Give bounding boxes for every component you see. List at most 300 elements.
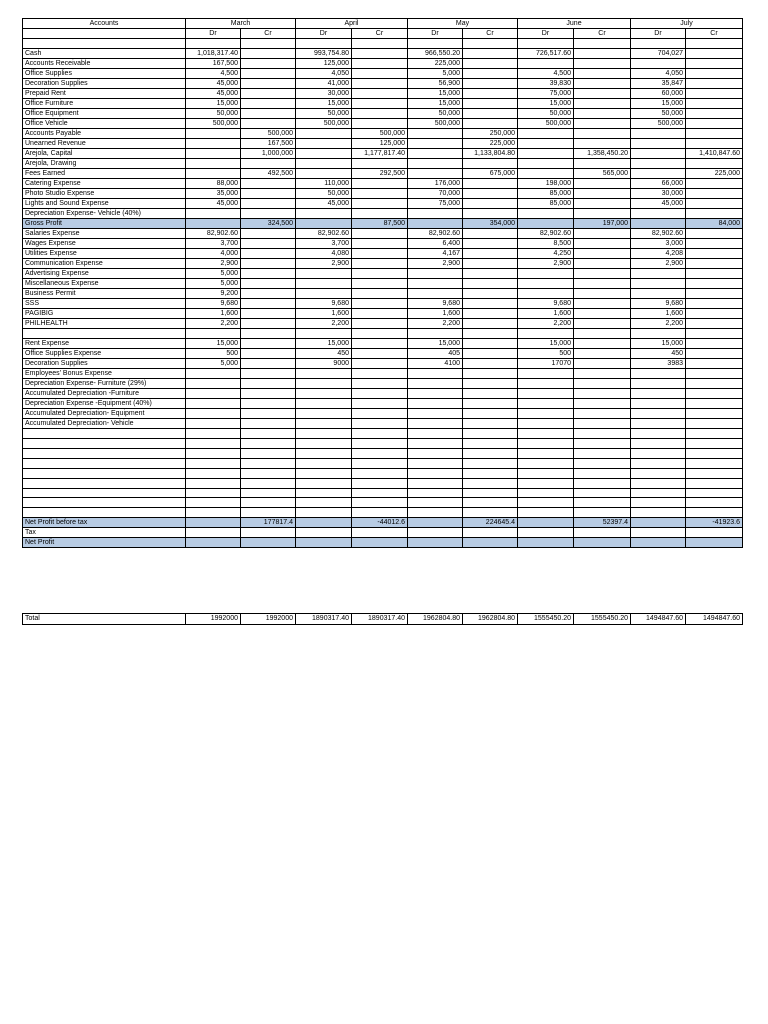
credit-cell (352, 68, 408, 78)
credit-cell (352, 428, 408, 438)
debit-cell (631, 428, 686, 438)
debit-cell: 15,000 (631, 338, 686, 348)
table-row (23, 488, 743, 498)
debit-cell (518, 528, 574, 538)
debit-cell (408, 418, 463, 428)
credit-cell (463, 39, 518, 49)
credit-cell (241, 478, 296, 488)
credit-cell: 565,000 (574, 168, 631, 178)
debit-cell: 9,680 (186, 298, 241, 308)
credit-cell (574, 128, 631, 138)
table-row (23, 538, 743, 548)
credit-cell (241, 538, 296, 548)
credit-cell (574, 328, 631, 338)
debit-cell (518, 328, 574, 338)
credit-cell: 167,500 (241, 138, 296, 148)
debit-cell (296, 458, 352, 468)
debit-cell (631, 158, 686, 168)
credit-cell (241, 348, 296, 358)
credit-cell: 250,000 (463, 128, 518, 138)
debit-cell: 2,900 (631, 258, 686, 268)
dr-header: Dr (518, 29, 574, 39)
debit-cell: 9000 (296, 358, 352, 368)
credit-cell (352, 198, 408, 208)
debit-cell: 9,680 (408, 298, 463, 308)
credit-cell (686, 138, 743, 148)
debit-cell (296, 368, 352, 378)
credit-cell (352, 488, 408, 498)
credit-cell: 500,000 (352, 128, 408, 138)
account-name: Office Supplies Expense (23, 348, 186, 358)
credit-cell (574, 398, 631, 408)
debit-cell (186, 138, 241, 148)
credit-cell (352, 298, 408, 308)
credit-cell: -41923.6 (686, 518, 743, 528)
account-name: Office Vehicle (23, 118, 186, 128)
credit-cell (463, 238, 518, 248)
debit-cell: 500,000 (631, 118, 686, 128)
debit-cell: 2,900 (408, 258, 463, 268)
credit-cell (241, 48, 296, 58)
credit-cell (241, 98, 296, 108)
credit-cell (574, 248, 631, 258)
debit-cell: 5,000 (408, 68, 463, 78)
table-row (23, 118, 743, 128)
credit-cell (686, 248, 743, 258)
debit-cell (631, 408, 686, 418)
account-name: Photo Studio Expense (23, 188, 186, 198)
debit-cell: 450 (296, 348, 352, 358)
account-name (23, 328, 186, 338)
debit-cell: 1,600 (408, 308, 463, 318)
account-name (23, 448, 186, 458)
credit-cell (241, 158, 296, 168)
debit-cell (408, 168, 463, 178)
debit-cell (518, 268, 574, 278)
table-row (23, 428, 743, 438)
debit-cell: 88,000 (186, 178, 241, 188)
credit-cell (352, 98, 408, 108)
debit-cell: 500 (518, 348, 574, 358)
debit-cell (631, 368, 686, 378)
credit-cell (241, 488, 296, 498)
debit-cell: 50,000 (631, 108, 686, 118)
debit-cell (408, 39, 463, 49)
table-row (23, 398, 743, 408)
debit-cell (631, 268, 686, 278)
debit-cell (186, 208, 241, 218)
credit-cell (463, 398, 518, 408)
account-name: Decoration Supplies (23, 78, 186, 88)
debit-cell (296, 138, 352, 148)
credit-cell (463, 428, 518, 438)
credit-cell (574, 438, 631, 448)
debit-cell (408, 518, 463, 528)
debit-cell: 3,700 (296, 238, 352, 248)
credit-cell (463, 538, 518, 548)
debit-cell (408, 138, 463, 148)
credit-cell (463, 328, 518, 338)
account-name: Office Equipment (23, 108, 186, 118)
debit-cell (631, 468, 686, 478)
credit-cell (574, 368, 631, 378)
credit-cell (574, 418, 631, 428)
debit-cell (296, 408, 352, 418)
credit-cell (241, 288, 296, 298)
credit-cell (241, 238, 296, 248)
table-row (23, 208, 743, 218)
debit-cell (408, 438, 463, 448)
debit-cell: 176,000 (408, 178, 463, 188)
account-name (23, 508, 186, 518)
debit-cell (631, 528, 686, 538)
credit-cell (574, 78, 631, 88)
credit-cell (241, 188, 296, 198)
debit-cell: 966,550.20 (408, 48, 463, 58)
account-name: Rent Expense (23, 338, 186, 348)
debit-cell (408, 428, 463, 438)
month-header: March (186, 19, 296, 29)
credit-cell (574, 488, 631, 498)
credit-cell (241, 368, 296, 378)
debit-cell: 50,000 (296, 188, 352, 198)
debit-cell (408, 148, 463, 158)
credit-cell (686, 98, 743, 108)
credit-cell (686, 308, 743, 318)
debit-cell: 15,000 (518, 98, 574, 108)
credit-cell: 1,133,804.80 (463, 148, 518, 158)
credit-cell: 87,500 (352, 218, 408, 228)
credit-cell (574, 528, 631, 538)
debit-cell: 41,000 (296, 78, 352, 88)
table-row (23, 358, 743, 368)
credit-cell (686, 278, 743, 288)
credit-cell (463, 48, 518, 58)
debit-cell (186, 438, 241, 448)
debit-cell (408, 408, 463, 418)
table-row (23, 338, 743, 348)
credit-cell: 225,000 (686, 168, 743, 178)
credit-cell (241, 528, 296, 538)
debit-cell (518, 208, 574, 218)
credit-cell: -44012.6 (352, 518, 408, 528)
month-header: June (518, 19, 631, 29)
debit-cell (518, 448, 574, 458)
credit-cell (241, 178, 296, 188)
credit-cell (241, 208, 296, 218)
credit-cell (463, 388, 518, 398)
debit-cell: 50,000 (518, 108, 574, 118)
debit-cell: 4,050 (631, 68, 686, 78)
credit-cell (686, 188, 743, 198)
debit-cell: 225,000 (408, 58, 463, 68)
account-name: Cash (23, 48, 186, 58)
debit-cell: 5,000 (186, 268, 241, 278)
debit-cell: 4,080 (296, 248, 352, 258)
table-row (23, 378, 743, 388)
credit-cell (352, 338, 408, 348)
debit-cell (518, 368, 574, 378)
debit-cell: 9,680 (631, 298, 686, 308)
credit-cell (686, 258, 743, 268)
credit-cell: 125,000 (352, 138, 408, 148)
debit-cell (518, 498, 574, 508)
table-row (23, 498, 743, 508)
credit-cell (241, 418, 296, 428)
debit-cell (186, 378, 241, 388)
debit-cell (186, 458, 241, 468)
credit-cell (463, 378, 518, 388)
debit-cell (408, 278, 463, 288)
credit-cell (686, 478, 743, 488)
debit-cell (408, 448, 463, 458)
debit-cell: 9,680 (296, 298, 352, 308)
credit-cell (241, 508, 296, 518)
credit-cell (463, 118, 518, 128)
credit-cell (352, 328, 408, 338)
total-label: Total (23, 614, 186, 625)
debit-cell (631, 208, 686, 218)
debit-cell: 1,600 (296, 308, 352, 318)
credit-cell (352, 348, 408, 358)
credit-cell (352, 288, 408, 298)
debit-cell: 4,500 (186, 68, 241, 78)
credit-cell (463, 448, 518, 458)
debit-cell: 1,600 (631, 308, 686, 318)
debit-cell (631, 478, 686, 488)
account-name: Unearned Revenue (23, 138, 186, 148)
debit-cell: 8,500 (518, 238, 574, 248)
debit-cell: 500,000 (296, 118, 352, 128)
total-row (23, 614, 743, 625)
credit-cell (463, 198, 518, 208)
dr-header: Dr (408, 29, 463, 39)
debit-cell (296, 148, 352, 158)
credit-cell (686, 448, 743, 458)
debit-cell: 4,167 (408, 248, 463, 258)
debit-cell (186, 468, 241, 478)
debit-cell: 45,000 (296, 198, 352, 208)
debit-cell (631, 518, 686, 528)
debit-cell: 5,000 (186, 278, 241, 288)
debit-cell: 82,902.60 (296, 228, 352, 238)
debit-cell (296, 218, 352, 228)
credit-cell (352, 188, 408, 198)
debit-cell (631, 138, 686, 148)
credit-cell (686, 338, 743, 348)
debit-cell (631, 128, 686, 138)
credit-cell (574, 88, 631, 98)
credit-cell (574, 178, 631, 188)
debit-cell (518, 458, 574, 468)
debit-cell: 15,000 (296, 98, 352, 108)
credit-cell (686, 48, 743, 58)
total-cell: 1992000 (241, 614, 296, 625)
credit-cell (574, 98, 631, 108)
credit-cell (686, 88, 743, 98)
debit-cell (518, 408, 574, 418)
credit-cell (686, 508, 743, 518)
debit-cell (631, 438, 686, 448)
table-row (23, 448, 743, 458)
credit-cell: 324,500 (241, 218, 296, 228)
total-cell: 1890317.40 (296, 614, 352, 625)
credit-cell (686, 528, 743, 538)
credit-cell (574, 348, 631, 358)
credit-cell (463, 508, 518, 518)
table-row (23, 478, 743, 488)
credit-cell (241, 398, 296, 408)
debit-cell: 17070 (518, 358, 574, 368)
credit-cell (352, 48, 408, 58)
debit-cell (631, 458, 686, 468)
table-row (23, 328, 743, 338)
credit-cell (241, 428, 296, 438)
debit-cell: 2,200 (518, 318, 574, 328)
cr-header: Cr (686, 29, 743, 39)
debit-cell: 4,050 (296, 68, 352, 78)
credit-cell (463, 338, 518, 348)
credit-cell (352, 318, 408, 328)
table-row (23, 178, 743, 188)
credit-cell (463, 258, 518, 268)
debit-cell: 4100 (408, 358, 463, 368)
debit-cell (296, 448, 352, 458)
account-name: Communication Expense (23, 258, 186, 268)
credit-cell (686, 268, 743, 278)
credit-cell (686, 78, 743, 88)
credit-cell (686, 368, 743, 378)
debit-cell: 2,200 (186, 318, 241, 328)
debit-cell: 15,000 (408, 98, 463, 108)
account-name: Arejola, Drawing (23, 158, 186, 168)
debit-cell (186, 39, 241, 49)
debit-cell (408, 288, 463, 298)
account-name: Business Permit (23, 288, 186, 298)
table-row (23, 78, 743, 88)
debit-cell (186, 168, 241, 178)
debit-cell: 3,700 (186, 238, 241, 248)
credit-cell (352, 388, 408, 398)
debit-cell (408, 218, 463, 228)
table-row (23, 438, 743, 448)
debit-cell: 85,000 (518, 198, 574, 208)
debit-cell: 405 (408, 348, 463, 358)
total-cell: 1555450.20 (574, 614, 631, 625)
debit-cell: 45,000 (631, 198, 686, 208)
account-name: Prepaid Rent (23, 88, 186, 98)
credit-cell (352, 358, 408, 368)
credit-cell (574, 188, 631, 198)
debit-cell (296, 518, 352, 528)
debit-cell: 45,000 (186, 88, 241, 98)
debit-cell (518, 168, 574, 178)
debit-cell: 45,000 (186, 78, 241, 88)
debit-cell (518, 488, 574, 498)
account-rows (23, 39, 743, 548)
credit-cell (574, 318, 631, 328)
table-row (23, 518, 743, 528)
credit-cell: 1,358,450.20 (574, 148, 631, 158)
debit-cell (186, 418, 241, 428)
debit-cell: 15,000 (296, 338, 352, 348)
credit-cell (352, 228, 408, 238)
credit-cell (574, 198, 631, 208)
debit-cell: 15,000 (518, 338, 574, 348)
credit-cell (686, 68, 743, 78)
total-cell: 1494847.60 (686, 614, 743, 625)
credit-cell (686, 118, 743, 128)
table-row (23, 368, 743, 378)
debit-cell (296, 438, 352, 448)
credit-cell (352, 418, 408, 428)
credit-cell (241, 438, 296, 448)
credit-cell (241, 88, 296, 98)
debit-cell (408, 478, 463, 488)
dr-header: Dr (186, 29, 241, 39)
debit-cell (296, 538, 352, 548)
debit-cell: 3,000 (631, 238, 686, 248)
credit-cell (241, 318, 296, 328)
debit-cell (186, 428, 241, 438)
debit-cell: 82,902.60 (518, 228, 574, 238)
credit-cell: 1,177,817.40 (352, 148, 408, 158)
debit-cell (296, 168, 352, 178)
debit-cell (631, 378, 686, 388)
account-name: Accounts Receivable (23, 58, 186, 68)
debit-cell (408, 528, 463, 538)
credit-cell (574, 208, 631, 218)
debit-cell (296, 128, 352, 138)
credit-cell (574, 498, 631, 508)
credit-cell (463, 488, 518, 498)
account-name (23, 468, 186, 478)
total-cell: 1962804.80 (463, 614, 518, 625)
credit-cell (574, 448, 631, 458)
debit-cell: 1,600 (518, 308, 574, 318)
account-name: Wages Expense (23, 238, 186, 248)
credit-cell: 292,500 (352, 168, 408, 178)
table-row (23, 39, 743, 49)
debit-cell (186, 128, 241, 138)
debit-cell (518, 158, 574, 168)
account-name: Arejola, Capital (23, 148, 186, 158)
credit-cell (686, 488, 743, 498)
debit-cell (631, 418, 686, 428)
credit-cell: 52397.4 (574, 518, 631, 528)
debit-cell (518, 428, 574, 438)
debit-cell: 9,680 (518, 298, 574, 308)
debit-cell (518, 418, 574, 428)
credit-cell (574, 508, 631, 518)
credit-cell (574, 138, 631, 148)
credit-cell (241, 448, 296, 458)
credit-cell (463, 348, 518, 358)
account-name: Accumulated Depreciation- Equipment (23, 408, 186, 418)
debit-cell (631, 508, 686, 518)
credit-cell (463, 228, 518, 238)
debit-cell (296, 388, 352, 398)
debit-cell (631, 148, 686, 158)
credit-cell (352, 448, 408, 458)
debit-cell: 30,000 (631, 188, 686, 198)
debit-cell (408, 498, 463, 508)
credit-cell (352, 438, 408, 448)
credit-cell (241, 68, 296, 78)
debit-cell: 500,000 (408, 118, 463, 128)
debit-cell (408, 458, 463, 468)
credit-cell (686, 108, 743, 118)
